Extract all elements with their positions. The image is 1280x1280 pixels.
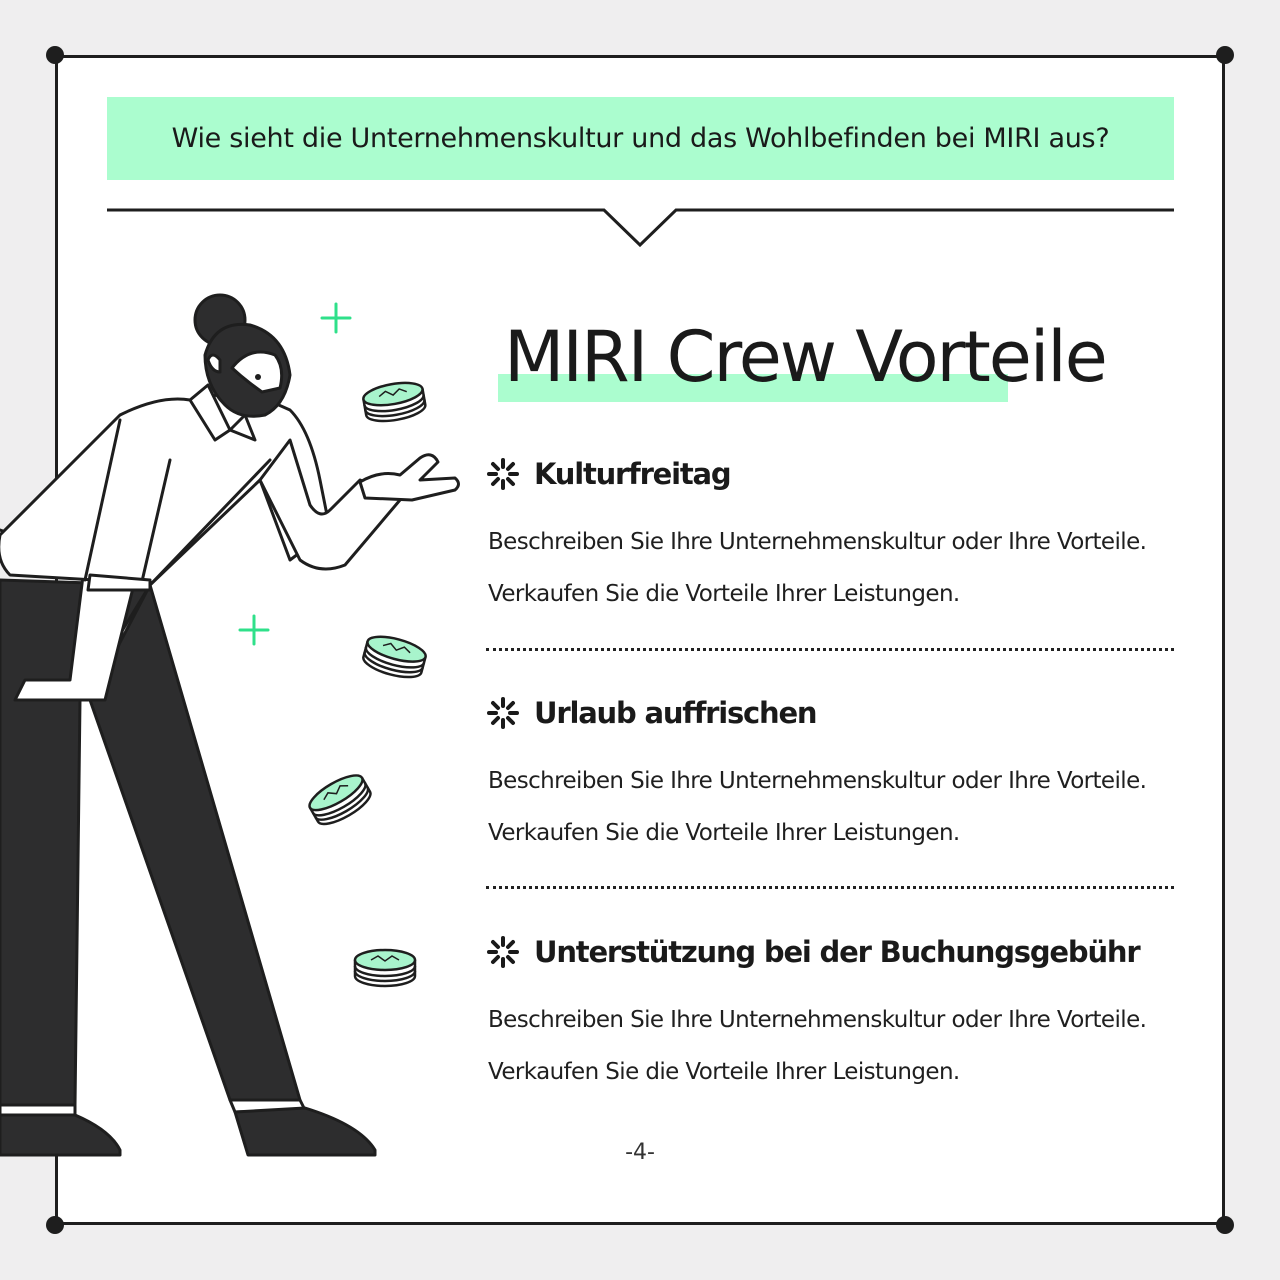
sparkle-burst-icon	[486, 696, 520, 730]
benefit-description-line: Beschreiben Sie Ihre Unternehmenskultur oder Ihre Vorteile.	[488, 529, 1147, 555]
benefit-title: Kulturfreitag	[534, 457, 731, 491]
sparkle-burst-icon	[486, 935, 520, 969]
benefit-description-line: Verkaufen Sie die Vorteile Ihrer Leistungen.	[488, 1059, 960, 1085]
dotted-divider	[486, 648, 1174, 651]
sparkle-burst-icon	[486, 457, 520, 491]
benefit-description-line: Verkaufen Sie die Vorteile Ihrer Leistungen.	[488, 820, 960, 846]
benefit-title: Unterstützung bei der Buchungsgebühr	[534, 935, 1140, 969]
corner-dot-bottom-right	[1216, 1216, 1234, 1234]
benefit-title: Urlaub auffrischen	[534, 696, 817, 730]
page-number: -4-	[625, 1140, 655, 1165]
header-question: Wie sieht die Unternehmenskultur und das Wohlbefinden bei MIRI aus?	[171, 123, 1110, 154]
benefit-description-line: Beschreiben Sie Ihre Unternehmenskultur oder Ihre Vorteile.	[488, 1007, 1147, 1033]
benefit-description-line: Beschreiben Sie Ihre Unternehmenskultur oder Ihre Vorteile.	[488, 768, 1147, 794]
benefit-description-line: Verkaufen Sie die Vorteile Ihrer Leistungen.	[488, 581, 960, 607]
benefit-item-kulturfreitag	[486, 454, 1176, 620]
page-title: MIRI Crew Vorteile	[504, 316, 1106, 398]
dotted-divider	[486, 886, 1174, 889]
benefit-item-buchungsgebuehr	[486, 932, 1176, 1098]
benefit-item-urlaub	[486, 693, 1176, 859]
corner-dot-top-right	[1216, 46, 1234, 64]
juggling-man-illustration	[0, 0, 480, 1280]
page-title-block	[498, 312, 1138, 412]
